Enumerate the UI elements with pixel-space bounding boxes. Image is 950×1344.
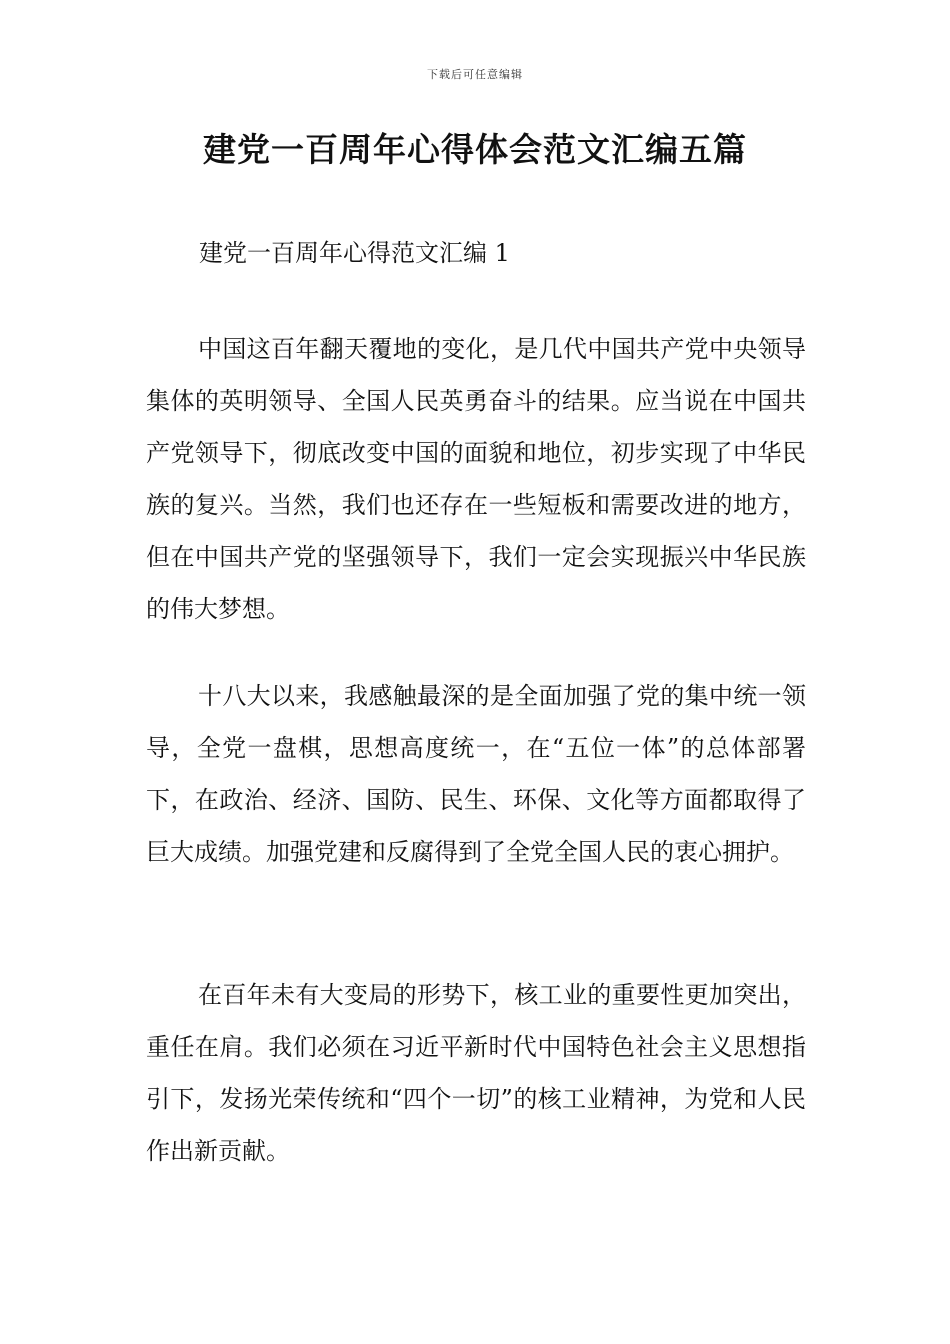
- paragraph-3: 在百年未有大变局的形势下，核工业的重要性更加突出，重任在肩。我们必须在习近平新时代中国特色社会主义思想指引下，发扬光荣传统和“四个一切”的核工业精神，为党和人民作出新贡献。: [146, 981, 806, 1165]
- paragraph-2: 十八大以来，我感触最深的是全面加强了党的集中统一领导，全党一盘棋，思想高度统一，在“五位一体”的总体部署下，在政治、经济、国防、民生、环保、文化等方面都取得了巨大成绩。加强党建和反腐得到了全党全国人民的衷心拥护。: [146, 682, 806, 866]
- header-note: 下载后可任意编辑: [427, 68, 523, 81]
- paragraph-1: 中国这百年翻天覆地的变化，是几代中国共产党中央领导集体的英明领导、全国人民英勇奋斗的结果。应当说在中国共产党领导下，彻底改变中国的面貌和地位，初步实现了中华民族的复兴。当然，我们也还存在一些短板和需要改进的地方，但在中国共产党的坚强领导下，我们一定会实现振兴中华民族的伟大梦想。: [146, 335, 806, 623]
- document-title: 建党一百周年心得体会范文汇编五篇: [203, 130, 747, 169]
- section-heading: 建党一百周年心得范文汇编 1: [199, 239, 510, 267]
